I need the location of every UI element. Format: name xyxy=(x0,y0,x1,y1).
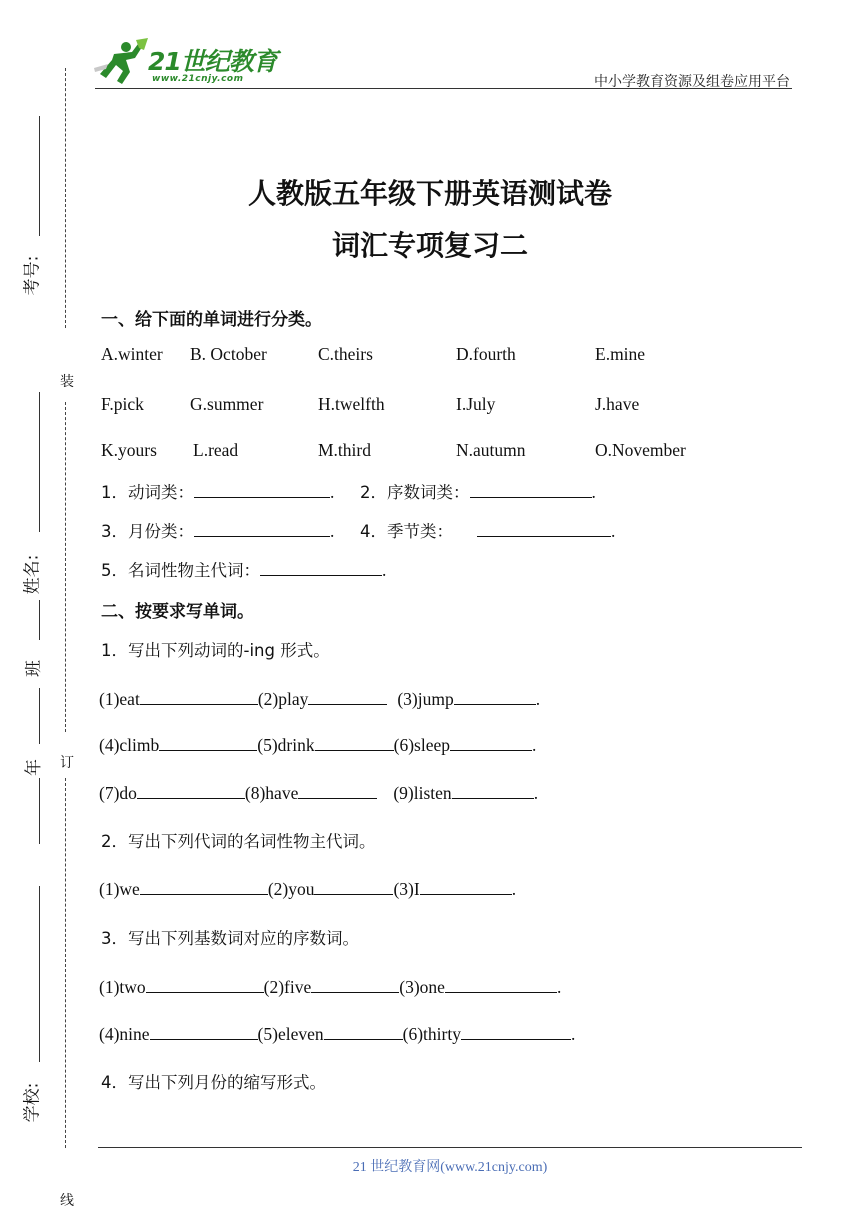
platform-label: 中小学教育资源及组卷应用平台 xyxy=(594,74,790,90)
question-label: 1．动词类： xyxy=(101,483,194,502)
answer-blank[interactable] xyxy=(315,735,394,751)
sub-prompt: 4．写出下列月份的缩写形式。 xyxy=(101,1073,326,1092)
word-prompt: (9)listen xyxy=(393,783,452,803)
grade-line xyxy=(39,778,40,844)
word-option: L.read xyxy=(193,440,239,460)
answer-blank[interactable] xyxy=(470,482,592,498)
answer-blank[interactable] xyxy=(308,689,387,705)
word-prompt: (7)do xyxy=(99,783,137,803)
sub-prompt: 3．写出下列基数词对应的序数词。 xyxy=(101,929,359,948)
logo-url: www.21cnjy.com xyxy=(152,74,244,84)
word-prompt: (3)one xyxy=(399,977,445,997)
question-label: 3．月份类： xyxy=(101,522,194,541)
word-prompt: (4)climb xyxy=(99,735,160,755)
exam-no-label: 考号: xyxy=(22,255,43,296)
period: . xyxy=(611,521,616,541)
page-subtitle: 词汇专项复习二 xyxy=(331,229,528,262)
answer-blank[interactable] xyxy=(260,560,382,576)
name-line xyxy=(39,392,40,532)
class-line xyxy=(39,600,40,640)
header-divider xyxy=(95,88,792,89)
logo-text: 21世纪教育 xyxy=(148,47,277,76)
binding-dash-line xyxy=(65,778,66,1148)
name-label: 姓名: xyxy=(22,554,43,595)
binding-char-ding: 订 xyxy=(60,755,74,771)
period: . xyxy=(535,689,541,709)
question-row xyxy=(101,518,334,542)
word-prompt: (6)thirty xyxy=(402,1024,461,1044)
word-option: G.summer xyxy=(190,394,264,414)
question-row xyxy=(101,479,334,503)
word-prompt: (2)play xyxy=(257,689,309,709)
answer-blank[interactable] xyxy=(137,783,245,799)
school-label: 学校: xyxy=(22,1082,43,1123)
question-label: 4．季节类： xyxy=(360,522,453,541)
grade-line xyxy=(39,688,40,744)
word-option: K.yours xyxy=(101,440,157,460)
word-prompt: (2)five xyxy=(263,977,312,997)
question-row xyxy=(99,783,538,804)
grade-label: 年 xyxy=(24,759,44,776)
word-option: E.mine xyxy=(595,344,646,364)
answer-blank[interactable] xyxy=(140,879,268,895)
page-title: 人教版五年级下册英语测试卷 xyxy=(247,177,612,210)
section-heading: 二、按要求写单词。 xyxy=(101,602,254,622)
answer-blank[interactable] xyxy=(445,977,557,993)
word-prompt: (4)nine xyxy=(99,1024,150,1044)
answer-blank[interactable] xyxy=(159,735,257,751)
question-label: 2．序数词类： xyxy=(360,483,470,502)
question-row xyxy=(99,689,540,710)
answer-blank[interactable] xyxy=(146,977,264,993)
period: . xyxy=(511,879,517,899)
question-row xyxy=(99,977,561,998)
logo xyxy=(92,38,282,90)
word-prompt: (1)eat xyxy=(99,689,140,709)
question-label: 5．名词性物主代词： xyxy=(101,561,260,580)
word-prompt: (5)drink xyxy=(257,735,315,755)
word-prompt: (1)two xyxy=(99,977,146,997)
period: . xyxy=(330,521,335,541)
word-prompt: (2)you xyxy=(267,879,315,899)
answer-blank[interactable] xyxy=(452,783,534,799)
period: . xyxy=(382,560,387,580)
answer-blank[interactable] xyxy=(454,689,536,705)
word-prompt: (3)jump xyxy=(397,689,454,709)
word-option: I.July xyxy=(456,394,496,414)
word-option: M.third xyxy=(318,440,371,460)
answer-blank[interactable] xyxy=(324,1024,403,1040)
word-option: H.twelfth xyxy=(318,394,385,414)
answer-blank[interactable] xyxy=(311,977,399,993)
period: . xyxy=(591,482,596,502)
word-option: F.pick xyxy=(101,394,144,414)
question-row xyxy=(360,518,615,542)
word-option: N.autumn xyxy=(456,440,526,460)
word-option: C.theirs xyxy=(318,344,373,364)
question-row xyxy=(360,479,596,503)
question-row xyxy=(99,1024,575,1045)
answer-blank[interactable] xyxy=(194,482,330,498)
binding-dash-line xyxy=(65,68,66,328)
word-prompt: (5)eleven xyxy=(257,1024,324,1044)
answer-blank[interactable] xyxy=(150,1024,258,1040)
word-option: D.fourth xyxy=(456,344,516,364)
sub-prompt: 2．写出下列代词的名词性物主代词。 xyxy=(101,832,376,851)
period: . xyxy=(330,482,335,502)
binding-char-xian: 线 xyxy=(60,1193,74,1209)
school-line xyxy=(39,886,40,1062)
binding-char-zhuang: 装 xyxy=(60,374,74,390)
answer-blank[interactable] xyxy=(477,521,611,537)
answer-blank[interactable] xyxy=(450,735,532,751)
exam-no-line xyxy=(39,116,40,236)
class-label: 班 xyxy=(24,660,44,677)
answer-blank[interactable] xyxy=(314,879,393,895)
word-prompt: (8)have xyxy=(244,783,299,803)
answer-blank[interactable] xyxy=(298,783,377,799)
sub-prompt: 1．写出下列动词的-ing 形式。 xyxy=(101,641,330,660)
answer-blank[interactable] xyxy=(194,521,330,537)
answer-blank[interactable] xyxy=(461,1024,571,1040)
runner-logo-icon xyxy=(92,38,148,88)
answer-blank[interactable] xyxy=(140,689,258,705)
period: . xyxy=(556,977,562,997)
word-option: A.winter xyxy=(101,344,163,364)
section-heading: 一、给下面的单词进行分类。 xyxy=(101,310,322,330)
question-row xyxy=(99,735,536,756)
period: . xyxy=(533,783,539,803)
answer-blank[interactable] xyxy=(420,879,512,895)
footer-link[interactable]: 21 世纪教育网(www.21cnjy.com) xyxy=(352,1160,548,1175)
footer-divider xyxy=(98,1147,802,1148)
question-row xyxy=(99,879,516,900)
period: . xyxy=(570,1024,576,1044)
word-prompt: (1)we xyxy=(99,879,140,899)
word-option: J.have xyxy=(595,394,640,414)
word-prompt: (6)sleep xyxy=(393,735,450,755)
word-option: O.November xyxy=(595,440,686,460)
word-prompt: (3)I xyxy=(393,879,420,899)
question-row xyxy=(101,557,386,581)
period: . xyxy=(532,735,537,755)
word-option: B. October xyxy=(190,344,267,364)
binding-dash-line xyxy=(65,402,66,732)
